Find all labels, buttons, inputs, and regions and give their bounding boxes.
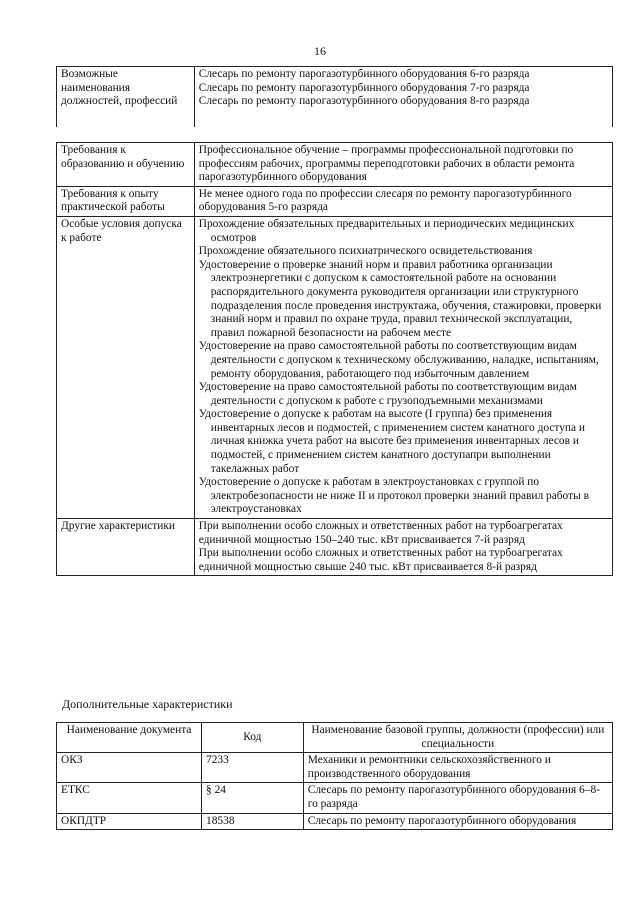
requirement-value xyxy=(194,216,612,518)
requirement-paragraph: Прохождение обязательного психиатрического освидетельствования xyxy=(198,245,533,258)
extra-characteristics-title: Дополнительные характеристики xyxy=(62,697,233,711)
requirement-paragraph: Удостоверение о допуске к работам в электроустановках с группой по электробезопасности не ниже II и протокол проверки знаний правил работы в электроустановках xyxy=(198,476,589,516)
cell-base-group: Механики и ремонтники сельскохозяйственного и производственного оборудования xyxy=(303,753,612,783)
name-value: Слесарь по ремонту парогазотурбинного оборудования 6-го разряда xyxy=(198,68,530,80)
cell-code: § 24 xyxy=(202,783,304,813)
table-row xyxy=(57,783,613,813)
requirement-paragraph: Прохождение обязательных предварительных и периодических медицинских осмотров xyxy=(198,217,575,244)
extra-header-row xyxy=(57,723,613,753)
requirements-row-experience xyxy=(57,186,613,216)
requirement-paragraph: Удостоверение о проверке знаний норм и правил работника организации электроэнергетики с допуском к самостоятельной работе на основании распорядительного документа руководителя организации или структурного подразделения после проведения инструктажа, обучения, стажировки, проверки знаний норм и правил по охране труда, правил технической эксплуатации, правил пожарной безопасности на рабочем месте xyxy=(198,258,602,339)
names-table xyxy=(56,66,613,127)
cell-base-group: Слесарь по ремонту парогазотурбинного оборудования xyxy=(303,813,612,830)
cell-code: 7233 xyxy=(202,753,304,783)
requirement-value xyxy=(194,519,612,576)
requirement-paragraph: Не менее одного года по профессии слесаря по ремонту парогазотурбинного оборудования 5-го разряда xyxy=(198,187,572,214)
table-row xyxy=(57,753,613,783)
requirement-paragraph: Удостоверение на право самостоятельной работы по соответствующим видам деятельности с допуском к техническому обслуживанию, наладке, испытаниям, ремонту оборудования, работающего под избыточным давлением xyxy=(198,340,599,380)
requirement-paragraph: Профессиональное обучение – программы профессиональной подготовки по профессиям рабочих, программы переподготовки рабочих в области ремонта парогазотурбинного оборудования xyxy=(198,144,575,184)
name-value: Слесарь по ремонту парогазотурбинного оборудования 8-го разряда xyxy=(198,95,530,108)
requirement-label: Требования к опыту практической работы xyxy=(57,186,195,216)
requirement-paragraph: Удостоверение о допуске к работам на высоте (I группа) без применения инвентарных лесов и подмостей, с применением систем канатного доступа и личная книжка учета работ на высоте без применения инвентарных лесов и подмостей, с применением систем канатного доступапри выполнении такелажных работ xyxy=(198,408,586,475)
name-value: Слесарь по ремонту парогазотурбинного оборудования 7-го разряда xyxy=(198,81,530,94)
header-base-group: Наименование базовой группы, должности (профессии) или специальности xyxy=(303,723,612,753)
cell-base-group: Слесарь по ремонту парогазотурбинного оборудования 6–8-го разряда xyxy=(303,783,612,813)
requirement-paragraph: При выполнении особо сложных и ответственных работ на турбоагрегатах единичной мощностью свыше 240 тыс. кВт присваивается 8-й разряд xyxy=(198,547,563,573)
table-row xyxy=(57,813,613,830)
extra-characteristics-table xyxy=(56,722,613,830)
cell-document: ОКПДТР xyxy=(57,813,202,830)
header-document: Наименование документа xyxy=(57,723,202,753)
names-row xyxy=(57,67,613,128)
requirement-paragraph: Удостоверение на право самостоятельной работы по соответствующим видам деятельности с допуском к работе с грузоподъемными механизмами xyxy=(198,381,577,407)
cell-code: 18538 xyxy=(202,813,304,830)
requirement-value xyxy=(194,143,612,187)
page-number: 16 xyxy=(314,44,326,58)
header-code: Код xyxy=(202,723,304,753)
requirement-label: Требования к образованию и обучению xyxy=(57,143,195,187)
cell-document: ОКЗ xyxy=(57,753,202,783)
requirement-label: Другие характеристики xyxy=(57,519,195,576)
names-label: Возможные наименования должностей, профессий xyxy=(57,67,195,128)
requirement-paragraph: При выполнении особо сложных и ответственных работ на турбоагрегатах единичной мощностью 150–240 тыс. кВт присваивается 7-й разряд xyxy=(198,520,563,546)
requirements-row-education xyxy=(57,143,613,187)
requirements-table xyxy=(56,142,613,576)
requirement-label: Особые условия допуска к работе xyxy=(57,216,195,518)
cell-document: ЕТКС xyxy=(57,783,202,813)
requirements-row-other xyxy=(57,519,613,576)
requirement-value xyxy=(194,186,612,216)
names-values xyxy=(194,67,612,128)
requirements-row-special-conditions xyxy=(57,216,613,518)
